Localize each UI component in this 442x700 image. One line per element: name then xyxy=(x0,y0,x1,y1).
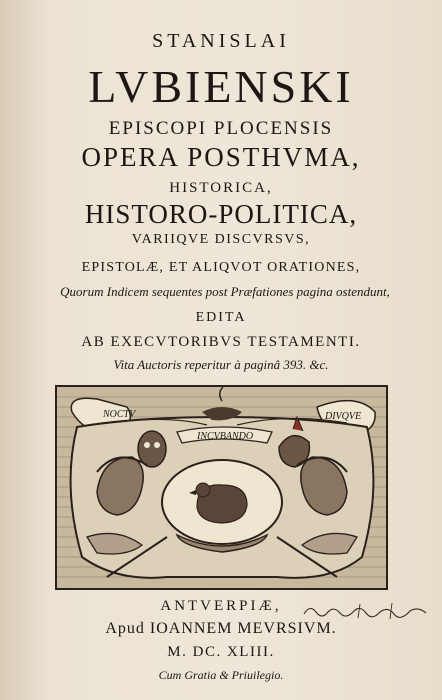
work-title: OPERA POSTHVMA, xyxy=(81,142,361,172)
index-note: Quorum Indicem sequentes post Præfationes pagina ostendunt, xyxy=(60,284,390,299)
edita-label: EDITA xyxy=(195,310,247,325)
imprint-year: M. DC. XLIII. xyxy=(167,644,275,660)
emblem-motto-left: NOCTV xyxy=(103,409,136,420)
subtitle-historo-politica: HISTORO-POLITICA, xyxy=(84,199,358,229)
vita-note: Vita Auctoris reperitur à paginâ 393. &c. xyxy=(113,357,329,372)
author-surname: LVBIENSKI xyxy=(88,61,354,112)
subtitle-historica: HISTORICA, xyxy=(169,180,273,196)
handwritten-signature xyxy=(300,600,430,622)
printer-device-emblem xyxy=(55,385,388,590)
emblem-motto-center: INCVBANDO xyxy=(197,431,254,442)
imprint-publisher: Apud IOANNEM MEVRSIVM. xyxy=(105,620,337,637)
subtitle-discursus: VARIIQVE DISCVRSVS, xyxy=(131,232,311,247)
subtitle-epistolae: EPISTOLÆ, ET ALIQVOT ORATIONES, xyxy=(81,260,361,275)
author-first-name: STANISLAI xyxy=(152,30,290,52)
emblem-motto-right: DIVQVE xyxy=(325,411,362,422)
imprint-city: ANTVERPIÆ, xyxy=(160,598,282,614)
executors-line: AB EXECVTORIBVS TESTAMENTI. xyxy=(81,334,361,350)
emblem-engraving xyxy=(57,387,386,588)
imprint-privilege: Cum Gratia & Priuilegio. xyxy=(158,668,284,682)
signature-scrawl xyxy=(300,600,430,622)
author-title: EPISCOPI PLOCENSIS xyxy=(108,118,334,139)
